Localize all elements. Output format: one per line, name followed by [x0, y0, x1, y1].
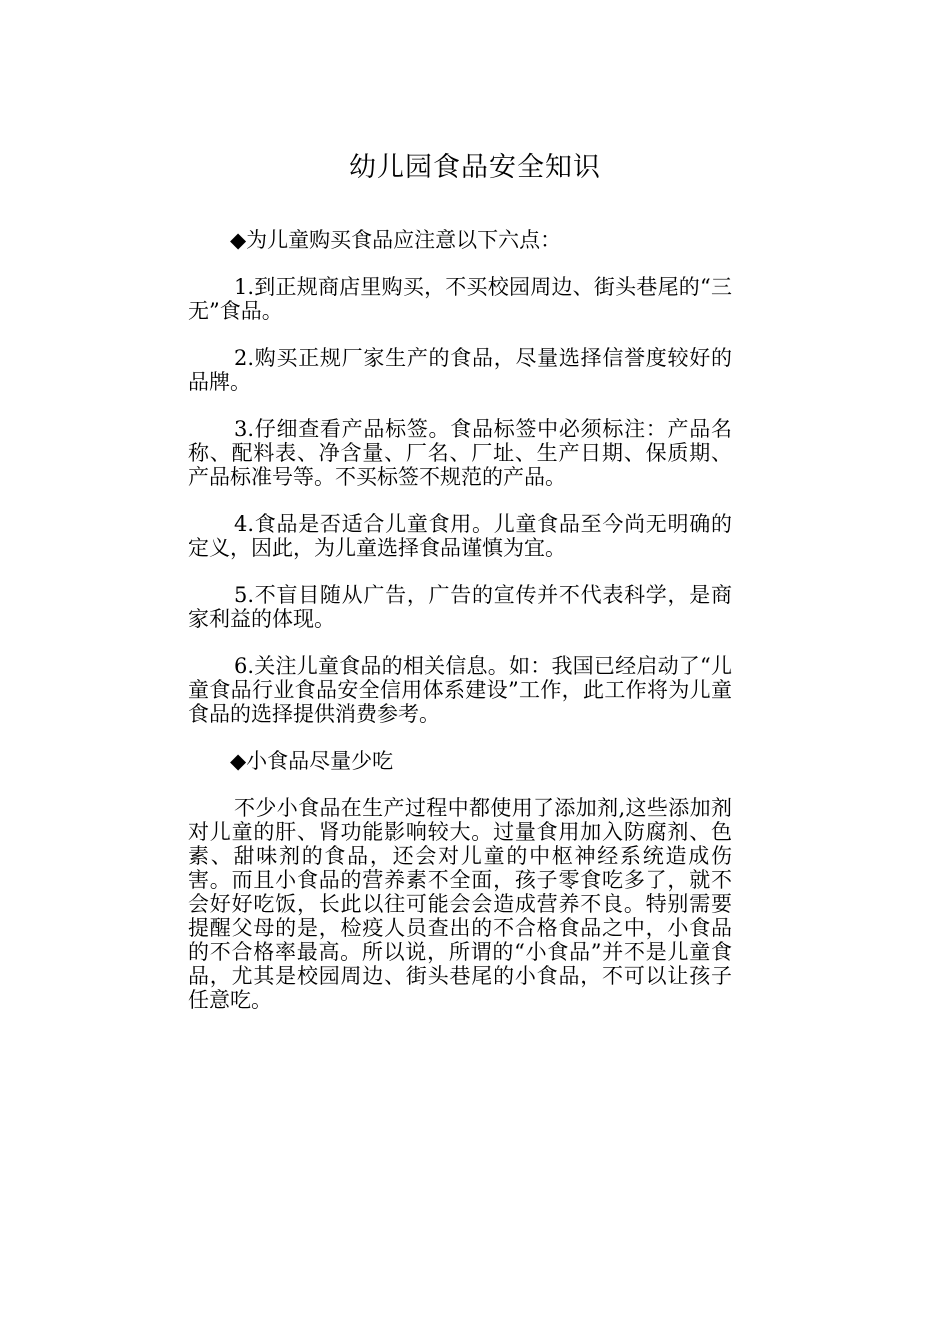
tip-paragraph-6: 6.关注儿童食品的相关信息。如：我国已经启动了“儿童食品行业食品安全信用体系建设”工作，此工作将为儿童食品的选择提供消费参考。 — [188, 654, 732, 726]
tip-paragraph-1: 1.到正规商店里购买，不买校园周边、街头巷尾的“三无”食品。 — [188, 275, 732, 323]
section-heading-purchase-tips: ◆为儿童购买食品应注意以下六点： — [230, 228, 562, 252]
tip-paragraph-4: 4.食品是否适合儿童食用。儿童食品至今尚无明确的定义，因此，为儿童选择食品谨慎为宜。 — [188, 512, 732, 560]
tip-paragraph-5: 5.不盲目随从广告，广告的宣传并不代表科学，是商家利益的体现。 — [188, 583, 732, 631]
tip-paragraph-2: 2.购买正规厂家生产的食品，尽量选择信誉度较好的品牌。 — [188, 346, 732, 394]
snacks-paragraph: 不少小食品在生产过程中都使用了添加剂,这些添加剂对儿童的肝、肾功能影响较大。过量食用加入防腐剂、色素、甜味剂的食品，还会对儿童的中枢神经系统造成伤害。而且小食品的营养素不全面，孩子零食吃多了，就不会好好吃饭，长此以往可能会会造成营养不良。特别需要提醒父母的是，检疫人员查出的不合格食品之中，小食品的不合格率最高。所以说，所谓的“小食品”并不是儿童食品，尤其是校园周边、街头巷尾的小食品，不可以让孩子任意吃。 — [188, 796, 732, 1012]
document-title: 幼儿园食品安全知识 — [349, 152, 601, 183]
tip-paragraph-3: 3.仔细查看产品标签。食品标签中必须标注：产品名称、配料表、净含量、厂名、厂址、生产日期、保质期、产品标准号等。不买标签不规范的产品。 — [188, 417, 732, 489]
section-heading-snacks: ◆小食品尽量少吃 — [230, 749, 394, 773]
document-body — [188, 228, 732, 1012]
